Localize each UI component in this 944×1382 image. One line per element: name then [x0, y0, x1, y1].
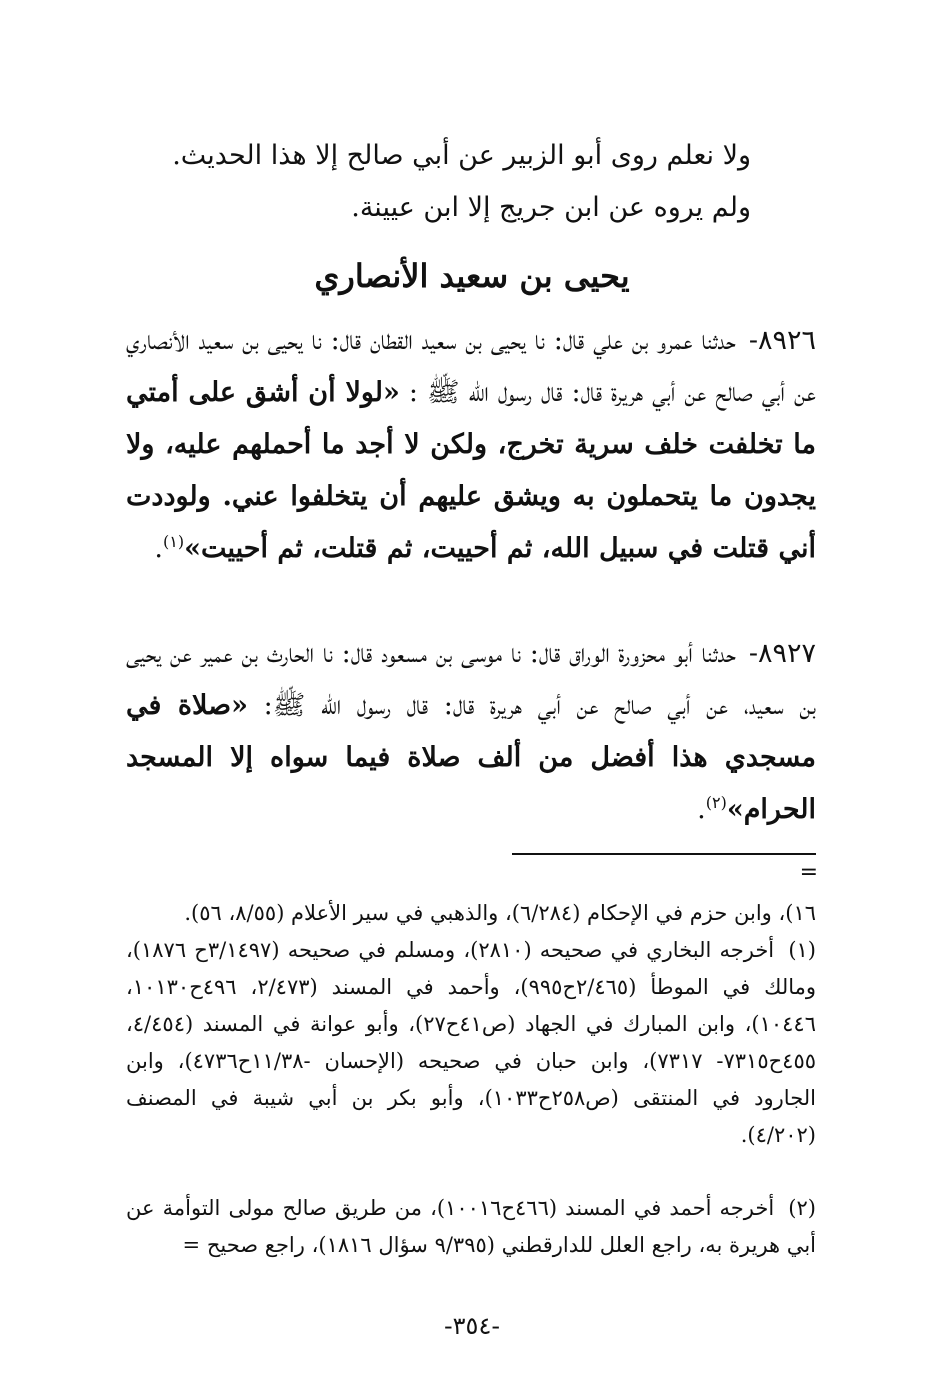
footnote-1 [126, 932, 816, 1154]
intro-line-2: ولم يروه عن ابن جريج إلا ابن عيينة. [351, 192, 751, 223]
footnote-2 [126, 1190, 816, 1264]
intro-line-1: ولا نعلم روى أبو الزبير عن أبي صالح إلا هذا الحديث. [172, 140, 751, 171]
hadith-isnad: حدثنا عمرو بن علي قال: نا يحيى بن سعيد القطان قال: نا يحيى بن سعيد الأنصاري عن أبي صالح عن أبي هريرة قال: قال رسول الله ﷺ : [126, 325, 816, 408]
footnote-ref-1[interactable]: (١) [162, 532, 185, 551]
hadith-matn: «لولا أن أشق على أمتي ما تخلفت خلف سرية تخرج، ولكن لا أجد ما أحملهم عليه، ولا يجدون ما يتحملون به ويشق عليهم أن يتخلفوا عني. ولوددت أني قتلت في سبيل الله، ثم أحييت، ثم قتلت، ثم أحييت» [126, 377, 816, 564]
hadith-number: ٨٩٢٦- [748, 325, 816, 356]
section-heading: يحيى بن سعيد الأنصاري [314, 257, 630, 295]
footnote-continuation-mark: = [799, 860, 818, 885]
footnote-divider [512, 853, 816, 855]
footnote-ref-2[interactable]: (٢) [705, 793, 727, 812]
footnote-continuation: ١٦)، وابن حزم في الإحكام (٦/٢٨٤)، والذهبي في سير الأعلام (٨/٥٥، ٥٦). [184, 901, 816, 925]
page-number: -٣٥٤- [443, 1312, 500, 1340]
hadith-paragraph-8927 [126, 628, 816, 836]
footnote-text: أخرجه البخاري في صحيحه (٢٨١٠)، ومسلم في صحيحه (٣/١٤٩٧ح ١٨٧٦)، ومالك في الموطأ (٢/٤٦٥ح٩٩٥)، وأحمد في المسند (٢/٤٧٣، ٤٩٦ح١٠١٣٠، ١٠٤٤٦)، وابن المبارك في الجهاد (ص٤١ح٢٧)، وأبو عوانة في المسند (٤/٤٥٤، ٤٥٥ح٧٣١٥- ٧٣١٧)، وابن حبان في صحيحه (الإحسان -١١/٣٨ح٤٧٣٦)، وابن الجارود في المنتقى (ص٢٥٨ح١٠٣٣)، وأبو بكر بن أبي شيبة في المصنف (٤/٢٠٢). [126, 938, 817, 1147]
hadith-number: ٨٩٢٧- [748, 638, 816, 669]
hadith-matn: «صلاة في مسجدي هذا أفضل من ألف صلاة فيما سواه إلا المسجد الحرام» [126, 690, 816, 825]
footnote-label: (١) [788, 938, 816, 962]
hadith-paragraph-8926 [126, 315, 816, 575]
footnote-continues-mark: = [182, 1233, 201, 1257]
paragraph-end: . [697, 794, 706, 825]
paragraph-end: . [154, 533, 163, 564]
hadith-isnad: حدثنا أبو محزورة الوراق قال: نا موسى بن مسعود قال: نا الحارث بن عمير عن يحيى بن سعيد، عن أبي صالح عن أبي هريرة قال: قال رسول الله ﷺ: [126, 638, 816, 721]
footnote-label: (٢) [788, 1196, 816, 1220]
footnote-text: أخرجه أحمد في المسند (٤٦٦ح١٠٠١٦)، من طريق صالح مولى التوأمة عن أبي هريرة به، راجع العلل للدارقطني (٩/٣٩٥ سؤال ١٨١٦)، راجع صحيح [126, 1196, 816, 1257]
